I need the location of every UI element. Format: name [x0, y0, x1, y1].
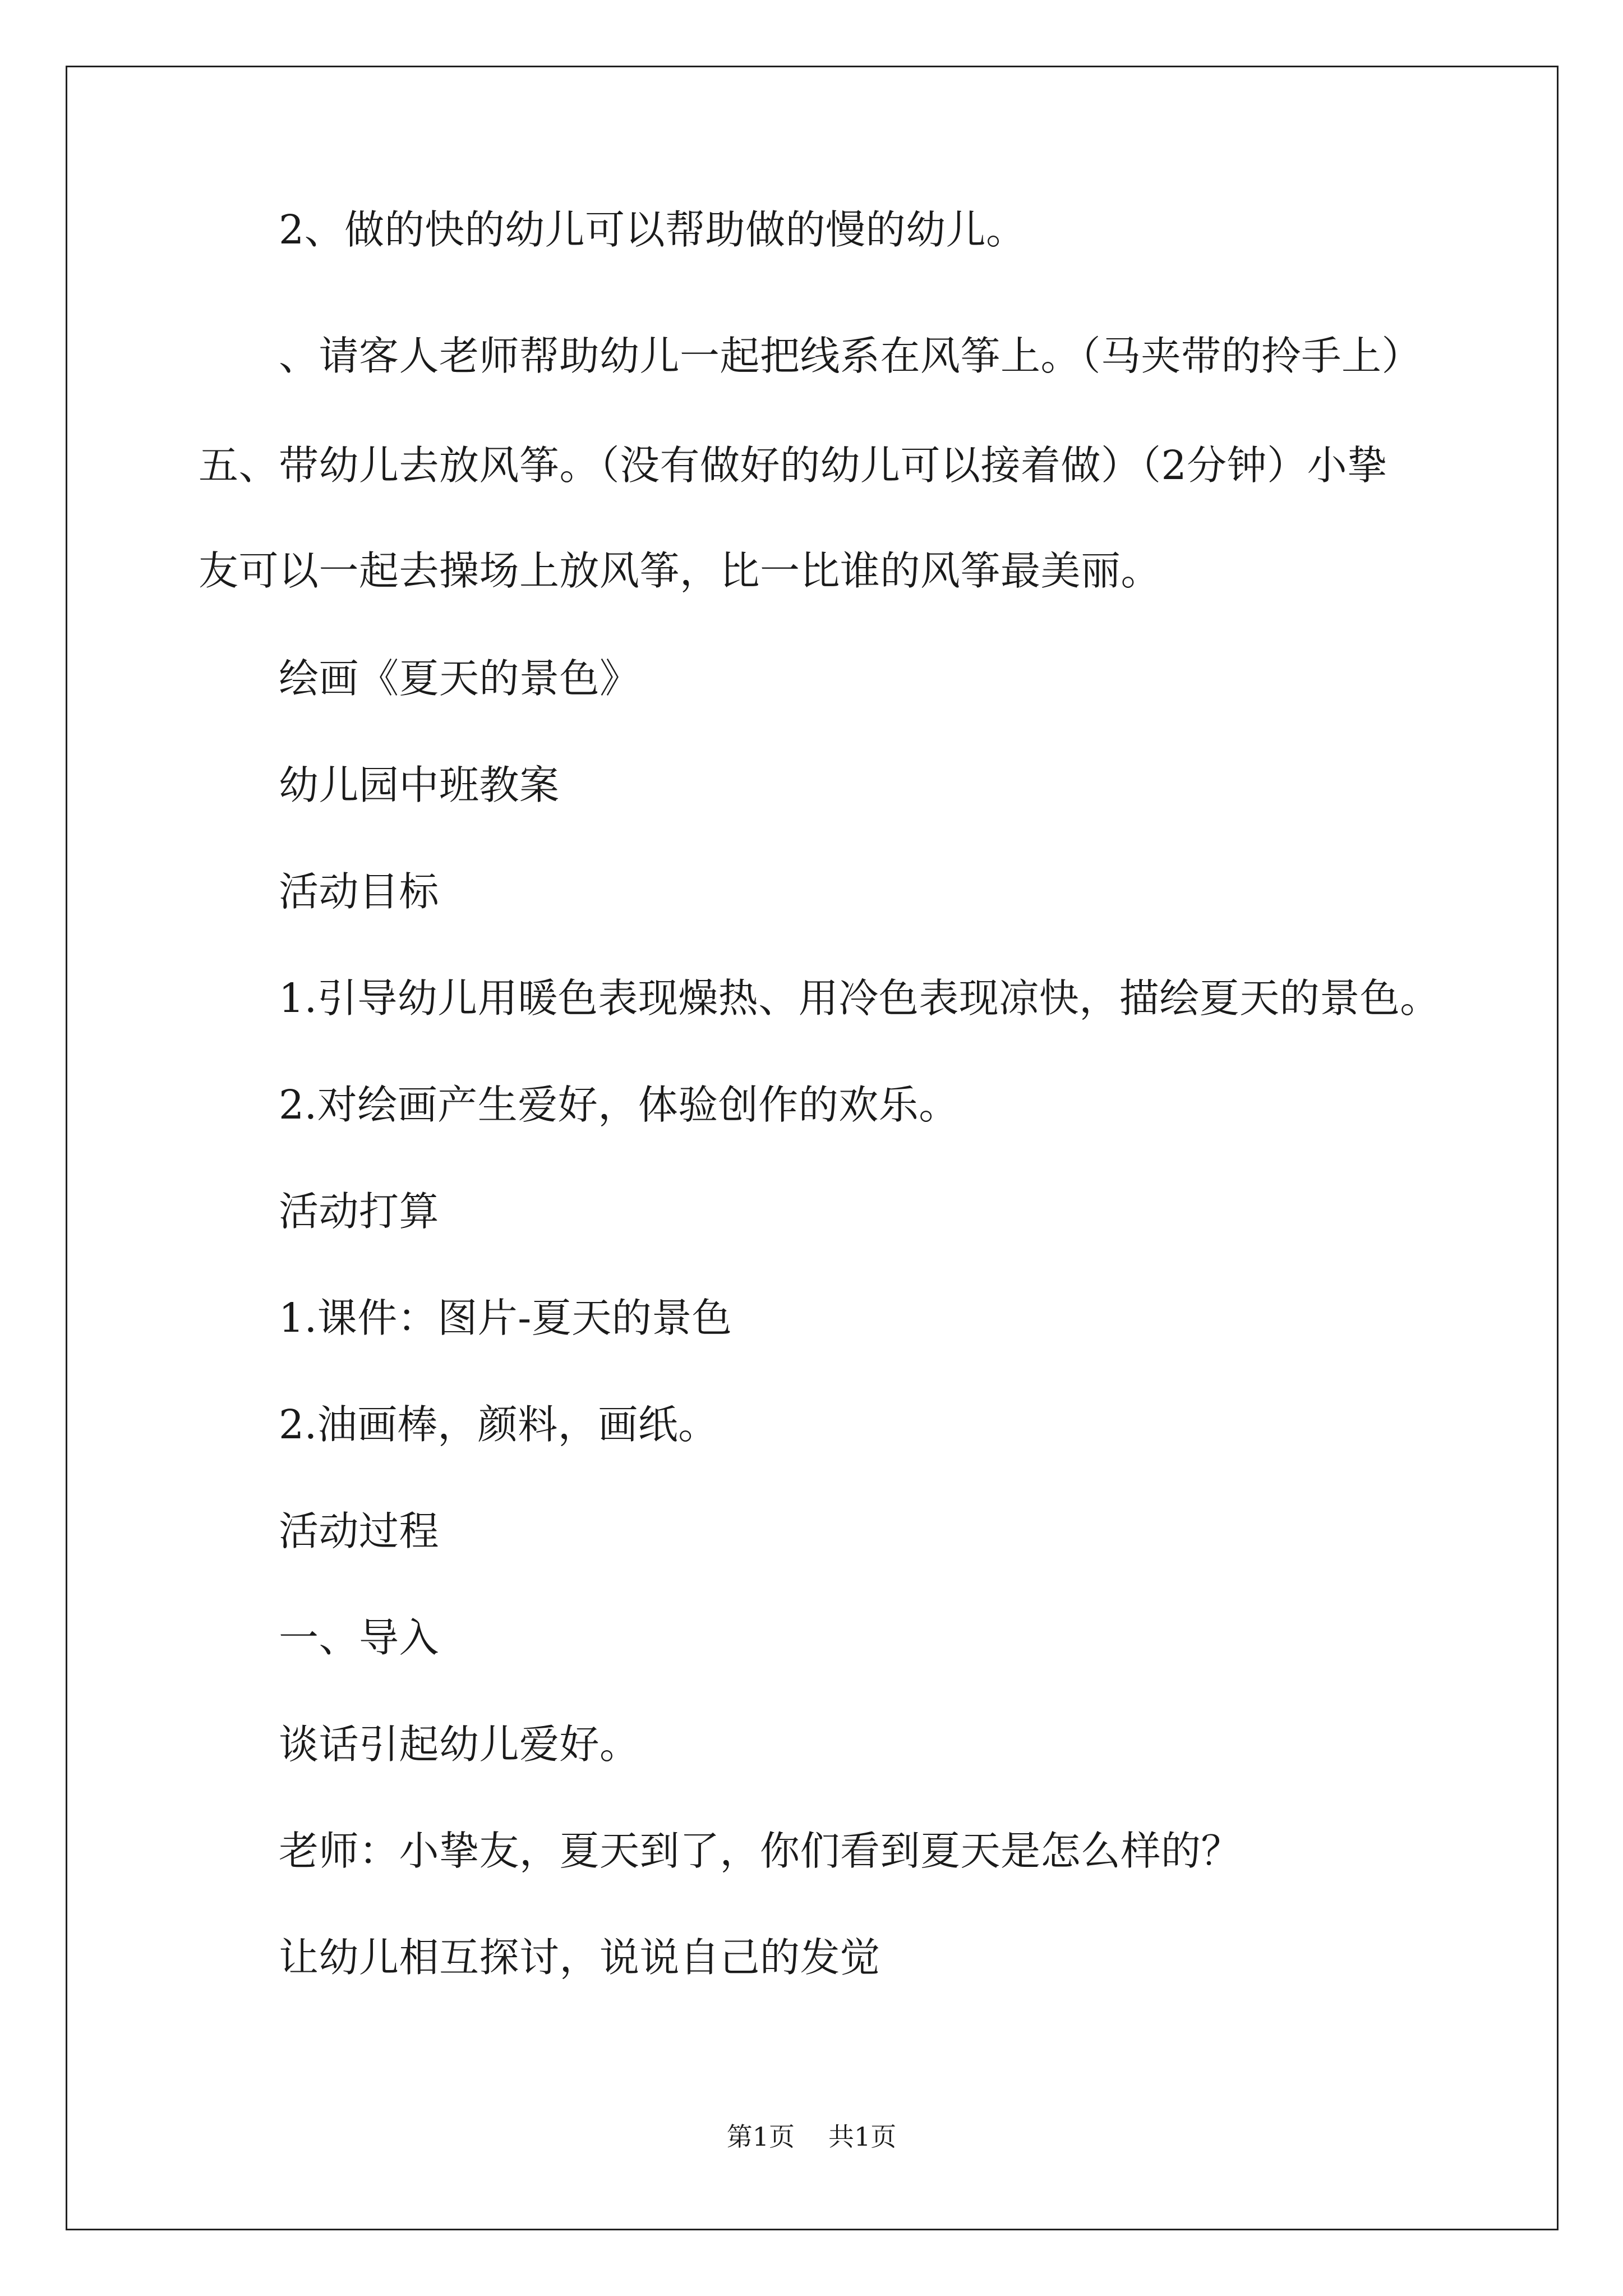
paragraph-line: 2.对绘画产生爱好，体验创作的欢乐。: [279, 1082, 959, 1128]
paragraph-line: 老师：小挚友，夏天到了，你们看到夏天是怎么样的？: [279, 1828, 1242, 1874]
page-border: [66, 66, 1559, 2230]
paragraph-line: 一、导入: [279, 1614, 440, 1661]
section-heading: 活动过程: [279, 1508, 440, 1554]
paragraph-line: 1.课件：图片-夏天的景色: [279, 1295, 732, 1341]
page-footer: [0, 2120, 1623, 2154]
paragraph-line: 2.油画棒，颜料，画纸。: [279, 1401, 718, 1448]
section-heading: 活动打算: [279, 1188, 440, 1235]
section-heading: 活动目标: [279, 868, 440, 915]
paragraph-line: 、请客人老师帮助幼儿一起把线系在风筝上。（马夹带的拎手上）: [279, 333, 1422, 379]
paragraph-line: 1.引导幼儿用暖色表现燥热、用冷色表现凉快，描绘夏天的景色。: [279, 975, 1440, 1022]
paragraph-line: 五、带幼儿去放风筝。（没有做好的幼儿可以接着做）（2分钟）小挚: [199, 442, 1387, 489]
paragraph-line: 友可以一起去操场上放风筝，比一比谁的风筝最美丽。: [199, 547, 1161, 594]
paragraph-line: 幼儿园中班教案: [279, 762, 560, 808]
page-number-current: 第1页: [726, 2122, 795, 2152]
paragraph-line: 谈话引起幼儿爱好。: [279, 1721, 640, 1768]
paragraph-line: 2、做的快的幼儿可以帮助做的慢的幼儿。: [279, 206, 1026, 253]
paragraph-line: 让幼儿相互探讨，说说自己的发觉: [279, 1934, 880, 1981]
page-number-total: 共1页: [828, 2122, 897, 2152]
section-title: 绘画《夏天的景色》: [279, 655, 640, 702]
